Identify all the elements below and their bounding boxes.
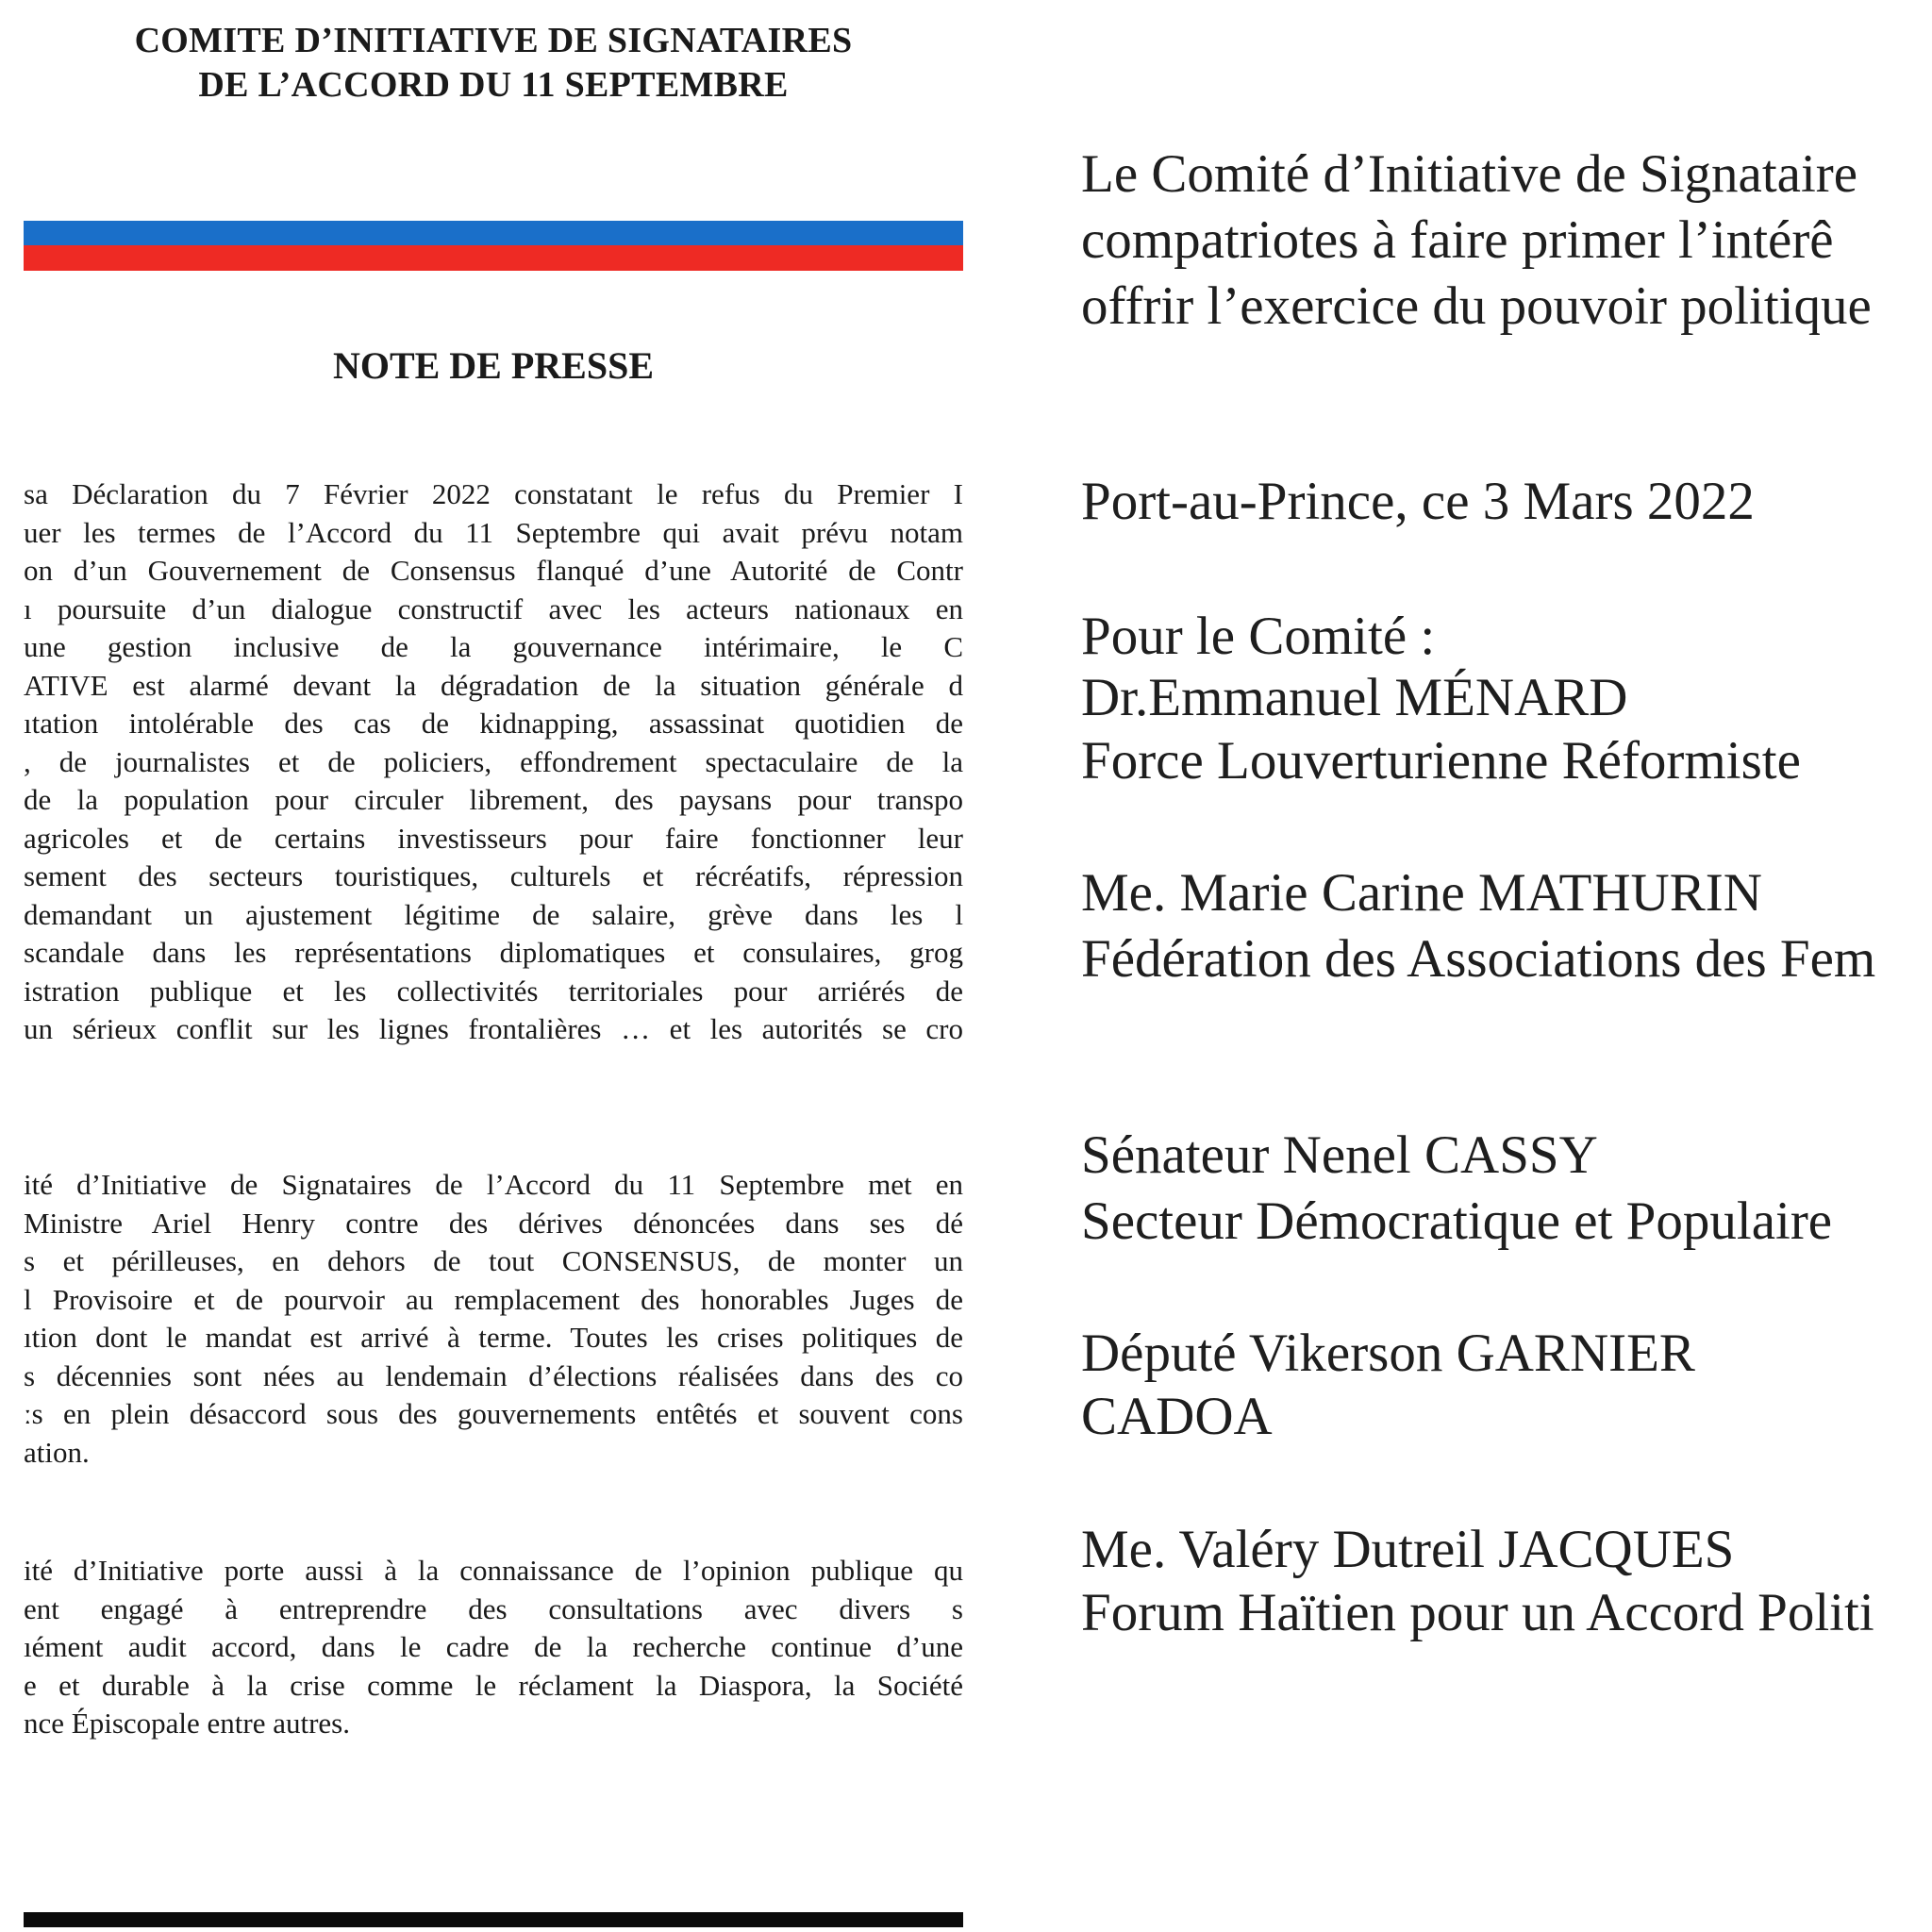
signatory-name: Sénateur Nenel CASSY <box>1081 1125 1598 1185</box>
signatory-name: Dr.Emmanuel MÉNARD <box>1081 668 1628 727</box>
paragraph-line: ı poursuite d’un dialogue constructif avec les acteurs nationaux en <box>24 591 963 625</box>
signatory-organization: Secteur Démocratique et Populaire <box>1081 1191 1833 1251</box>
paragraph-line: sement des secteurs touristiques, culturels et récréatifs, répression <box>24 859 963 892</box>
paragraph-line: s et périlleuses, en dehors de tout CONSENSUS, de monter un <box>24 1244 963 1277</box>
paragraph-line: l Provisoire et de pourvoir au remplacement des honorables Juges de <box>24 1282 963 1316</box>
paragraph-line: ıtation intolérable des cas de kidnapping, assassinat quotidien de <box>24 707 963 740</box>
paragraph-line: ité d’Initiative de Signataires de l’Accord du 11 Septembre met en <box>24 1168 963 1201</box>
closing-line: Le Comité d’Initiative de Signataire <box>1081 144 1858 204</box>
press-note-page <box>24 0 963 1932</box>
signatory-name: Me. Valéry Dutreil JACQUES <box>1081 1520 1735 1579</box>
paragraph-line: scandale dans les représentations diplomatiques et consulaires, grog <box>24 936 963 969</box>
paragraph-line: une gestion inclusive de la gouvernance intérimaire, le C <box>24 630 963 663</box>
paragraph-line: un sérieux conflit sur les lignes frontalières … et les autorités se cro <box>24 1012 963 1045</box>
paragraph-line: ATIVE est alarmé devant la dégradation de la situation générale d <box>24 668 963 702</box>
organization-title <box>24 19 963 108</box>
place-date: Port-au-Prince, ce 3 Mars 2022 <box>1081 472 1755 531</box>
signatory-organization: Forum Haïtien pour un Accord Politi <box>1081 1583 1874 1642</box>
paragraph-line: Ministre Ariel Henry contre des dérives dénoncées dans ses dé <box>24 1206 963 1240</box>
paragraph-line: ité d’Initiative porte aussi à la connaissance de l’opinion publique qu <box>24 1554 963 1587</box>
closing-line: offrir l’exercice du pouvoir politique <box>1081 276 1872 336</box>
organization-title-line-2: DE L’ACCORD DU 11 SEPTEMBRE <box>198 65 789 105</box>
document-title: NOTE DE PRESSE <box>332 344 655 387</box>
paragraph-line: uer les termes de l’Accord du 11 Septembre qui avait prévu notam <box>24 515 963 549</box>
paragraph-line: demandant un ajustement légitime de salaire, grève dans les l <box>24 897 963 931</box>
signatory-organization: Fédération des Associations des Fem <box>1081 929 1876 989</box>
closing-line: compatriotes à faire primer l’intérê <box>1081 210 1834 270</box>
paragraph-line: nce Épiscopale entre autres. <box>24 1707 350 1740</box>
organization-title-line-1: COMITE D’INITIATIVE DE SIGNATAIRES <box>134 21 853 60</box>
paragraph-line: ent engagé à entreprendre des consultations avec divers s <box>24 1591 963 1625</box>
signatory-name: Député Vikerson GARNIER <box>1081 1324 1695 1383</box>
paragraph-line: s décennies sont nées au lendemain d’élections réalisées dans des co <box>24 1358 963 1392</box>
paragraph-line: , de journalistes et de policiers, effondrement spectaculaire de la <box>24 744 963 778</box>
paragraph-line: e et durable à la crise comme le réclament la Diaspora, la Société <box>24 1668 963 1702</box>
paragraph-line: ation. <box>24 1435 90 1469</box>
closing-paragraph <box>1081 142 1872 340</box>
signature-page <box>1081 0 1932 1932</box>
for-committee-label: Pour le Comité : <box>1081 607 1436 666</box>
signatory-name: Me. Marie Carine MATHURIN <box>1081 863 1762 923</box>
paragraph-line: sa Déclaration du 7 Février 2022 constatant le refus du Premier I <box>24 477 963 510</box>
flag-stripe-blue <box>24 221 963 245</box>
paragraph-line: de la population pour circuler librement, des paysans pour transpo <box>24 783 963 816</box>
paragraph-line: ıtion dont le mandat est arrivé à terme. Toutes les crises politiques de <box>24 1321 963 1354</box>
signatory-organization: Force Louverturienne Réformiste <box>1081 731 1801 791</box>
paragraph-line: istration publique et les collectivités territoriales pour arriérés de <box>24 974 963 1008</box>
bottom-rule <box>24 1912 963 1927</box>
paragraph-line: ıément audit accord, dans le cadre de la recherche continue d’une <box>24 1630 963 1663</box>
paragraph-line: ːs en plein désaccord sous des gouvernements entêtés et souvent cons <box>24 1397 963 1430</box>
paragraph-3 <box>24 1552 963 1743</box>
paragraph-line: on d’un Gouvernement de Consensus flanqué d’une Autorité de Contr <box>24 554 963 587</box>
paragraph-line: agricoles et de certains investisseurs pour faire fonctionner leur <box>24 821 963 855</box>
paragraph-2 <box>24 1166 963 1472</box>
flag-stripe-red <box>24 245 963 271</box>
paragraph-1 <box>24 475 963 1049</box>
signatory-organization: CADOA <box>1081 1387 1273 1446</box>
